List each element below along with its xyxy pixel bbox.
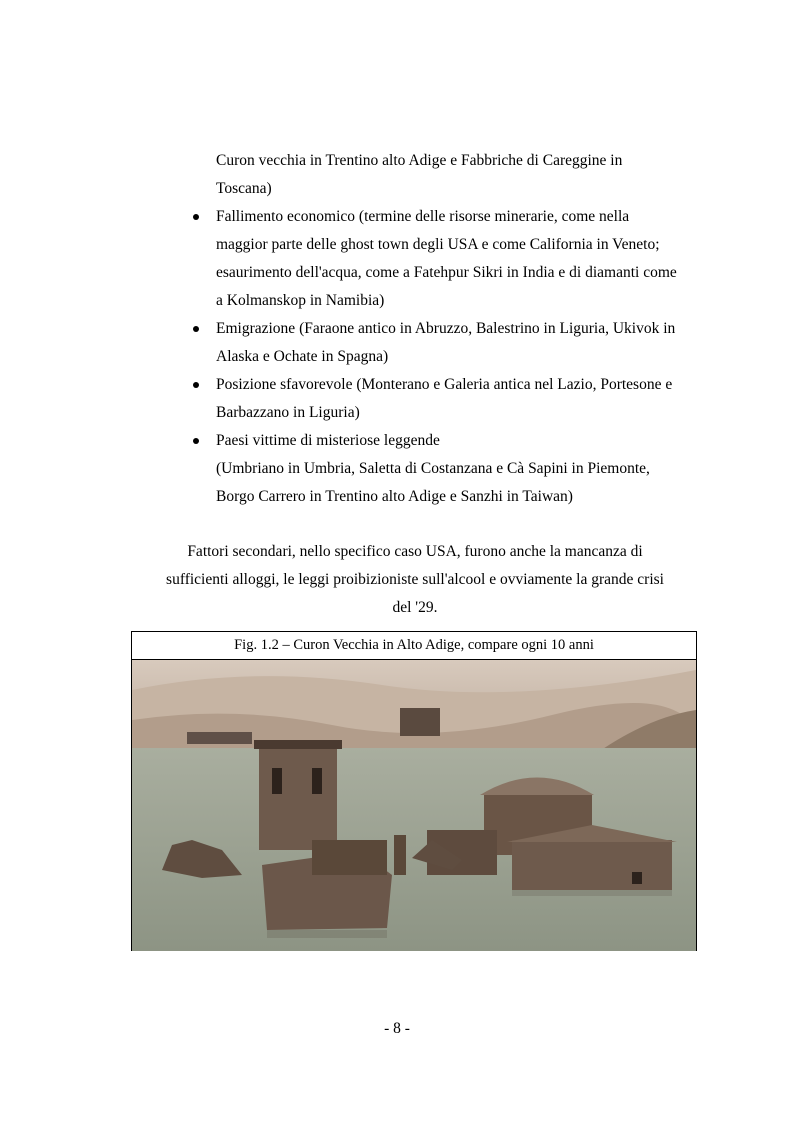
list-item bbox=[190, 203, 710, 315]
list-item-line: Fallimento economico (termine delle risorse minerarie, come nella bbox=[216, 208, 630, 225]
continued-text-line: Toscana) bbox=[216, 180, 272, 197]
list-item bbox=[190, 427, 710, 511]
submerged-village-photo bbox=[132, 660, 696, 951]
page-number: - 8 - bbox=[384, 1020, 410, 1037]
bullet-icon bbox=[193, 214, 199, 220]
paragraph-line: del '29. bbox=[392, 599, 438, 616]
list-item bbox=[190, 315, 710, 371]
list-item-line: Borgo Carrero in Trentino alto Adige e Sanzhi in Taiwan) bbox=[216, 488, 573, 505]
list-item-line: maggior parte delle ghost town degli USA e come California in Veneto; bbox=[216, 236, 660, 253]
bullet-icon bbox=[193, 326, 199, 332]
list-item-line: Paesi vittime di misteriose leggende bbox=[216, 432, 440, 449]
list-item bbox=[190, 371, 710, 427]
list-item-line: (Umbriano in Umbria, Saletta di Costanzana e Cà Sapini in Piemonte, bbox=[216, 460, 650, 477]
list-item-line: esaurimento dell'acqua, come a Fatehpur Sikri in India e di diamanti come bbox=[216, 264, 677, 281]
figure-caption: Fig. 1.2 – Curon Vecchia in Alto Adige, compare ogni 10 anni bbox=[132, 632, 696, 660]
paragraph-line: Fattori secondari, nello specifico caso USA, furono anche la mancanza di bbox=[187, 543, 643, 560]
bullet-icon bbox=[193, 382, 199, 388]
secondary-factors-paragraph bbox=[130, 538, 700, 622]
paragraph-line: sufficienti alloggi, le leggi proibizioniste sull'alcool e ovviamente la grande crisi bbox=[166, 571, 664, 588]
list-item-line: a Kolmanskop in Namibia) bbox=[216, 292, 385, 309]
causes-bullet-list bbox=[190, 203, 710, 511]
list-item-line: Barbazzano in Liguria) bbox=[216, 404, 360, 421]
figure-box bbox=[131, 631, 697, 951]
bullet-icon bbox=[193, 438, 199, 444]
continued-text-line: Curon vecchia in Trentino alto Adige e Fabbriche di Careggine in bbox=[216, 152, 623, 169]
list-item-line: Alaska e Ochate in Spagna) bbox=[216, 348, 389, 365]
list-item-line: Emigrazione (Faraone antico in Abruzzo, Balestrino in Liguria, Ukivok in bbox=[216, 320, 676, 337]
list-item-line: Posizione sfavorevole (Monterano e Galeria antica nel Lazio, Portesone e bbox=[216, 376, 673, 393]
